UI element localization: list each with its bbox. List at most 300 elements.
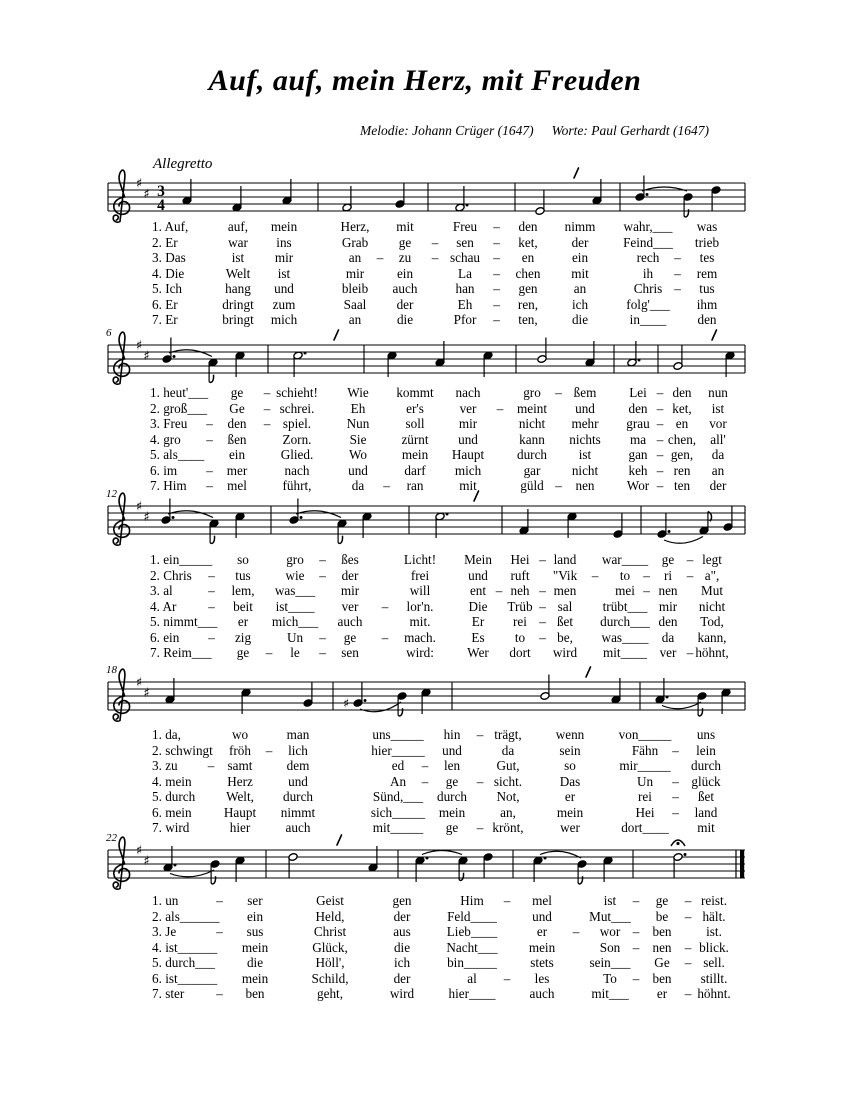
- lyric-hyphen: –: [643, 567, 650, 583]
- lyric-syllable: dringt: [222, 296, 254, 312]
- lyric-syllable: land: [694, 804, 718, 820]
- lyric-syllable: sein___: [589, 955, 631, 970]
- lyric-syllable: ket,: [672, 400, 692, 416]
- lyric-syllable: ge: [343, 629, 357, 645]
- lyric-syllable: 4. Ar: [150, 598, 177, 614]
- lyric-hyphen: –: [672, 742, 679, 758]
- lyric-syllable: Fähn: [631, 742, 659, 758]
- lyric-syllable: auch: [392, 281, 418, 296]
- lyric-syllable: hier____: [448, 986, 496, 1001]
- lyric-syllable: ser: [247, 893, 263, 908]
- lyric-syllable: bringt: [222, 312, 254, 327]
- lyric-syllable: Mut___: [589, 908, 631, 924]
- lyric-syllable: ist.: [706, 924, 722, 939]
- lyric-hyphen: –: [431, 250, 439, 265]
- lyric-syllable: 7. Him: [150, 478, 187, 493]
- lyric-syllable: nen: [652, 939, 672, 955]
- lyric-syllable: Glied.: [280, 447, 314, 462]
- lyric-hyphen: –: [503, 893, 511, 908]
- lyric-syllable: An: [389, 773, 407, 789]
- lyric-syllable: Glück,: [312, 939, 348, 955]
- lyric-syllable: nimmt: [280, 804, 316, 820]
- lyric-syllable: an: [348, 250, 362, 265]
- lyric-syllable: 1. ein_____: [150, 552, 213, 567]
- lyric-syllable: nen: [658, 583, 678, 598]
- lyric-hyphen: –: [216, 924, 223, 939]
- lyric-syllable: wird:: [406, 645, 434, 660]
- lyric-hyphen: –: [493, 234, 500, 250]
- lyric-hyphen: –: [206, 431, 213, 447]
- lyric-syllable: dort____: [621, 820, 669, 835]
- lyric-syllable: mach.: [404, 629, 436, 645]
- lyric-syllable: was: [696, 219, 718, 234]
- lyric-syllable: ist: [711, 400, 725, 416]
- lyric-syllable: ver: [659, 645, 677, 660]
- lyric-syllable: mein: [556, 804, 584, 820]
- lyric-syllable: be: [655, 908, 669, 924]
- lyric-syllable: schrei.: [279, 400, 315, 416]
- lyric-syllable: Feld____: [447, 908, 497, 924]
- lyric-syllable: rei: [513, 614, 527, 629]
- lyric-syllable: wor: [599, 924, 621, 939]
- lyric-syllable: ten: [673, 478, 691, 493]
- lyric-syllable: sen: [341, 645, 359, 660]
- lyric-hyphen: –: [674, 281, 681, 296]
- lyric-hyphen: –: [493, 296, 500, 312]
- lyric-syllable: ed: [391, 758, 405, 773]
- lyric-syllable: und: [458, 431, 478, 447]
- lyric-syllable: Un: [286, 629, 304, 645]
- lyric-syllable: führt,: [282, 478, 312, 493]
- lyric-syllable: der: [709, 478, 727, 493]
- lyric-syllable: der: [393, 970, 411, 986]
- lyric-syllable: rem: [696, 265, 718, 281]
- lyric-hyphen: –: [539, 583, 546, 598]
- lyric-syllable: sen: [456, 234, 474, 250]
- lyric-syllable: ein: [246, 908, 264, 924]
- lyric-syllable: 5. Ich: [152, 281, 183, 296]
- lyric-syllable: mit: [571, 265, 589, 281]
- lyric-hyphen: –: [555, 478, 562, 493]
- lyric-syllable: zig: [234, 629, 252, 645]
- lyric-hyphen: –: [263, 385, 271, 400]
- lyric-syllable: Mut: [701, 583, 723, 598]
- lyric-syllable: folg'___: [626, 296, 670, 312]
- lyric-syllable: ist: [277, 265, 291, 281]
- lyric-syllable: gro: [286, 552, 304, 567]
- lyric-syllable: Wie: [347, 385, 369, 400]
- lyric-syllable: den: [518, 219, 538, 234]
- lyric-syllable: Welt,: [226, 789, 254, 804]
- lyric-syllable: rei: [638, 789, 652, 804]
- lyric-hyphen: –: [656, 447, 664, 462]
- lyric-syllable: Es: [471, 629, 485, 645]
- lyric-syllable: durch___: [600, 614, 650, 629]
- lyric-syllable: Herz,: [340, 219, 370, 234]
- lyric-syllable: 2. als______: [152, 908, 220, 924]
- lyric-hyphen: –: [493, 250, 500, 265]
- lyric-syllable: keh: [628, 462, 648, 478]
- lyric-syllable: mir: [345, 265, 365, 281]
- lyric-hyphen: –: [674, 250, 681, 265]
- lyric-syllable: neh: [510, 583, 530, 598]
- lyric-syllable: ent: [469, 583, 487, 598]
- lyric-syllable: an,: [500, 804, 516, 820]
- lyric-syllable: 3. Je: [152, 924, 177, 939]
- lyric-hyphen: –: [381, 629, 389, 645]
- lyric-hyphen: –: [208, 583, 215, 598]
- lyric-syllable: mir: [458, 416, 478, 431]
- lyric-syllable: was___: [274, 583, 316, 598]
- lyric-syllable: tus: [235, 567, 251, 583]
- lyric-syllable: kann: [519, 431, 545, 447]
- lyric-syllable: ver: [341, 598, 359, 614]
- lyric-hyphen: –: [672, 804, 679, 820]
- lyric-hyphen: –: [493, 219, 500, 234]
- lyric-hyphen: –: [208, 598, 215, 614]
- lyric-syllable: nen: [575, 478, 595, 493]
- lyric-syllable: ge: [445, 773, 459, 789]
- lyric-hyphen: –: [672, 789, 679, 804]
- lyric-syllable: wer: [560, 820, 580, 835]
- lyric-syllable: ßem: [573, 385, 597, 400]
- lyric-syllable: wie: [285, 567, 305, 583]
- lyric-syllable: Die: [468, 598, 488, 614]
- lyric-syllable: mit___: [591, 986, 629, 1001]
- lyric-syllable: zürnt: [401, 431, 429, 447]
- lyric-syllable: sal: [557, 598, 573, 614]
- lyric-syllable: ren,: [517, 296, 539, 312]
- lyric-syllable: wo: [231, 727, 249, 742]
- lyric-syllable: nichts: [569, 431, 601, 447]
- music-system-5: [0, 826, 850, 902]
- lyric-syllable: nicht: [698, 598, 726, 614]
- lyric-hyphen: –: [539, 629, 546, 645]
- lyric-syllable: Un: [636, 773, 654, 789]
- svg-text:♯: ♯: [135, 499, 143, 515]
- lyric-syllable: ßen: [227, 431, 247, 447]
- lyric-syllable: durch: [436, 789, 468, 804]
- lyric-syllable: ge: [230, 385, 244, 400]
- lyric-syllable: er: [237, 614, 249, 629]
- lyric-syllable: legt: [702, 552, 722, 567]
- lyric-syllable: Tod,: [700, 614, 724, 629]
- lyric-syllable: 4. mein: [152, 773, 192, 789]
- lyric-syllable: nicht: [518, 416, 546, 431]
- lyric-hyphen: –: [208, 567, 215, 583]
- melody-credit: Melodie: Johann Crüger (1647): [360, 123, 534, 138]
- lyric-syllable: mir: [340, 583, 360, 598]
- lyric-syllable: was____: [601, 629, 649, 645]
- svg-text:12: 12: [106, 488, 117, 500]
- lyric-syllable: ihm: [696, 296, 718, 312]
- lyric-syllable: ge: [661, 552, 675, 567]
- lyric-hyphen: –: [206, 462, 213, 478]
- lyric-syllable: schau: [449, 250, 481, 265]
- lyric-hyphen: –: [208, 629, 215, 645]
- lyric-syllable: mehr: [571, 416, 599, 431]
- lyric-syllable: mit: [459, 478, 477, 493]
- lyric-syllable: ver: [459, 400, 477, 416]
- lyric-syllable: Wo: [349, 447, 367, 462]
- lyric-syllable: mein: [241, 970, 269, 986]
- lyric-hyphen: –: [206, 416, 213, 431]
- lyric-syllable: lein: [696, 742, 716, 758]
- lyric-syllable: mir: [658, 598, 678, 614]
- lyric-hyphen: –: [207, 758, 215, 773]
- lyric-hyphen: –: [319, 629, 326, 645]
- lyric-syllable: ben: [652, 924, 672, 939]
- lyric-syllable: ßes: [341, 552, 359, 567]
- lyric-syllable: ist: [578, 447, 592, 462]
- lyric-hyphen: –: [632, 939, 640, 955]
- lyric-syllable: gen: [392, 893, 412, 908]
- lyric-syllable: von_____: [618, 727, 672, 742]
- lyric-syllable: "Vik: [552, 567, 578, 583]
- lyric-syllable: auch: [529, 986, 555, 1001]
- svg-text:♯: ♯: [135, 176, 143, 192]
- lyric-syllable: Welt: [225, 265, 251, 281]
- lyric-syllable: die: [396, 312, 414, 327]
- lyric-syllable: ma: [629, 431, 647, 447]
- lyric-syllable: dort: [509, 645, 531, 660]
- svg-text:22: 22: [106, 832, 117, 844]
- lyric-syllable: sein: [559, 742, 581, 758]
- lyric-syllable: Wer: [467, 645, 489, 660]
- lyric-syllable: in____: [629, 312, 667, 327]
- lyric-syllable: spiel.: [282, 416, 312, 431]
- lyric-syllable: stillt.: [700, 970, 728, 986]
- lyric-syllable: der: [571, 234, 589, 250]
- lyric-hyphen: –: [496, 400, 504, 416]
- lyric-hyphen: –: [421, 773, 429, 789]
- lyric-syllable: schieht!: [276, 385, 318, 400]
- lyric-syllable: uns: [696, 727, 716, 742]
- lyric-syllable: bleib: [341, 281, 369, 296]
- lyric-syllable: an: [348, 312, 362, 327]
- lyric-syllable: wenn: [555, 727, 585, 742]
- lyric-syllable: wird: [389, 986, 415, 1001]
- lyric-hyphen: –: [493, 312, 500, 327]
- lyric-syllable: be,: [557, 629, 573, 645]
- lyric-syllable: en: [675, 416, 689, 431]
- lyric-syllable: zu: [398, 250, 412, 265]
- lyric-hyphen: –: [539, 614, 546, 629]
- lyric-syllable: er: [656, 986, 668, 1001]
- lyric-syllable: 2. groß___: [150, 400, 208, 416]
- lyric-syllable: mei: [615, 583, 635, 598]
- lyric-syllable: Haupt: [223, 804, 257, 820]
- lyric-syllable: er: [564, 789, 576, 804]
- lyric-syllable: to: [619, 567, 631, 583]
- lyric-syllable: en: [521, 250, 535, 265]
- lyric-syllable: kommt: [396, 385, 434, 400]
- lyric-syllable: und: [288, 773, 308, 789]
- lyric-syllable: mein: [270, 219, 298, 234]
- lyric-syllable: Herz: [227, 773, 253, 789]
- lyric-syllable: mein: [401, 447, 429, 462]
- music-system-1: [0, 159, 850, 235]
- lyric-syllable: men: [553, 583, 577, 598]
- svg-text:3: 3: [157, 183, 165, 201]
- lyric-syllable: les: [534, 970, 550, 986]
- lyric-syllable: der: [396, 296, 414, 312]
- lyric-syllable: all': [710, 431, 726, 447]
- lyric-syllable: Ge: [229, 400, 245, 416]
- words-credit: Worte: Paul Gerhardt (1647): [551, 123, 709, 138]
- lyric-syllable: 5. nimmt___: [150, 614, 218, 629]
- lyric-syllable: La: [458, 265, 472, 281]
- lyric-syllable: ge: [236, 645, 250, 660]
- lyric-syllable: mir: [274, 250, 294, 265]
- svg-text:6: 6: [106, 327, 112, 339]
- lyric-syllable: der: [393, 908, 411, 924]
- lyric-syllable: gan: [628, 447, 648, 462]
- lyric-hyphen: –: [656, 416, 664, 431]
- lyric-syllable: Trüb: [507, 598, 533, 614]
- lyric-syllable: den: [227, 416, 247, 431]
- lyric-syllable: fröh: [229, 742, 251, 758]
- lyric-syllable: 1. Auf,: [152, 219, 189, 234]
- lyric-syllable: gen,: [670, 447, 694, 462]
- lyric-syllable: ein: [228, 447, 246, 462]
- lyric-syllable: mein: [438, 804, 466, 820]
- lyric-syllable: mel: [532, 893, 552, 908]
- lyric-syllable: Schild,: [311, 970, 349, 986]
- lyric-hyphen: –: [476, 820, 484, 835]
- lyric-syllable: und: [442, 742, 462, 758]
- lyric-syllable: reist.: [700, 893, 728, 908]
- lyric-syllable: 2. Er: [152, 234, 178, 250]
- lyric-syllable: ben: [652, 970, 672, 986]
- lyric-syllable: war: [228, 234, 248, 250]
- lyric-syllable: ge: [398, 234, 412, 250]
- lyric-syllable: wahr,___: [623, 219, 673, 234]
- svg-text:♯: ♯: [143, 348, 150, 364]
- lyric-syllable: nach: [284, 462, 310, 478]
- lyric-syllable: güld: [520, 478, 544, 493]
- lyric-syllable: samt: [227, 758, 253, 773]
- lyric-syllable: lich: [288, 742, 308, 758]
- lyric-syllable: ge: [655, 893, 669, 908]
- lyric-syllable: 6. Er: [152, 296, 178, 312]
- lyric-syllable: und: [468, 567, 488, 583]
- lyric-syllable: Feind___: [623, 234, 673, 250]
- lyric-syllable: da: [661, 629, 675, 645]
- lyric-syllable: Hei: [510, 552, 530, 567]
- lyric-syllable: mich: [270, 312, 298, 327]
- lyric-syllable: mit____: [603, 645, 647, 660]
- lyric-syllable: han: [455, 281, 475, 296]
- lyric-syllable: ben: [245, 986, 265, 1001]
- lyric-syllable: höhnt,: [695, 645, 729, 660]
- lyric-syllable: und: [575, 400, 595, 416]
- lyric-syllable: Christ: [313, 924, 347, 939]
- lyric-hyphen: –: [319, 552, 326, 567]
- lyric-syllable: Chris: [633, 281, 663, 296]
- lyric-syllable: der: [341, 567, 359, 583]
- lyric-syllable: 7. Er: [152, 312, 178, 327]
- lyric-syllable: Das: [559, 773, 581, 789]
- lyric-syllable: durch: [516, 447, 548, 462]
- lyric-syllable: hier: [229, 820, 251, 835]
- lyric-syllable: trübt___: [602, 598, 648, 614]
- lyric-syllable: Him: [460, 893, 484, 908]
- lyric-syllable: lem,: [231, 583, 255, 598]
- lyric-hyphen: –: [493, 281, 500, 296]
- lyric-syllable: a",: [704, 567, 720, 583]
- svg-text:♯: ♯: [143, 685, 150, 701]
- lyric-syllable: ri: [663, 567, 673, 583]
- lyric-hyphen: –: [684, 955, 692, 970]
- lyric-syllable: die: [393, 939, 411, 955]
- lyric-hyphen: –: [476, 727, 484, 742]
- lyric-syllable: 7. wird: [152, 820, 190, 835]
- lyric-syllable: nach: [455, 385, 481, 400]
- lyric-syllable: auch: [337, 614, 363, 629]
- lyric-syllable: sus: [246, 924, 264, 939]
- lyric-syllable: er's: [406, 400, 424, 416]
- lyric-hyphen: –: [383, 478, 390, 493]
- lyric-syllable: lor'n.: [406, 598, 434, 614]
- lyric-syllable: trägt,: [494, 727, 522, 742]
- lyric-syllable: hier_____: [371, 742, 425, 758]
- lyric-syllable: und: [274, 281, 294, 296]
- music-system-3: [0, 482, 850, 558]
- lyric-syllable: tus: [699, 281, 715, 296]
- lyric-syllable: zum: [272, 296, 296, 312]
- lyric-syllable: Ge: [654, 955, 670, 970]
- lyric-hyphen: –: [656, 478, 664, 493]
- lyric-syllable: Held,: [315, 908, 345, 924]
- lyric-syllable: da: [351, 478, 365, 493]
- lyric-syllable: bin_____: [447, 955, 497, 970]
- lyric-syllable: blick.: [699, 939, 729, 955]
- lyric-syllable: 4. ist______: [152, 939, 218, 955]
- lyric-syllable: Grab: [341, 234, 369, 250]
- lyric-syllable: ren: [673, 462, 691, 478]
- lyric-hyphen: –: [539, 552, 546, 567]
- lyric-syllable: 1. da,: [152, 727, 181, 742]
- lyric-hyphen: –: [476, 773, 484, 789]
- lyric-syllable: chen: [515, 265, 541, 281]
- lyric-syllable: aus: [393, 924, 411, 939]
- lyric-hyphen: –: [206, 478, 213, 493]
- lyric-syllable: 5. als____: [150, 447, 205, 462]
- lyric-syllable: Pfor: [453, 312, 477, 327]
- lyric-syllable: al: [467, 970, 477, 986]
- lyric-hyphen: –: [684, 986, 692, 1001]
- lyric-syllable: meint: [516, 400, 548, 416]
- lyric-hyphen: –: [216, 986, 223, 1001]
- lyric-syllable: will: [409, 583, 431, 598]
- lyric-syllable: Son: [599, 939, 621, 955]
- lyric-hyphen: –: [686, 567, 694, 583]
- lyric-syllable: 2. schwingt: [152, 742, 213, 758]
- svg-text:18: 18: [106, 664, 117, 676]
- lyric-syllable: nun: [708, 385, 728, 400]
- lyric-syllable: ket,: [518, 234, 538, 250]
- lyric-syllable: Wor: [626, 478, 650, 493]
- lyric-syllable: 5. durch___: [152, 955, 215, 970]
- lyric-syllable: 4. gro: [150, 431, 181, 447]
- lyric-hyphen: –: [684, 908, 692, 924]
- lyric-syllable: mel: [227, 478, 247, 493]
- lyric-syllable: 6. im: [150, 462, 178, 478]
- lyric-syllable: hin: [443, 727, 461, 742]
- page-title: Auf, auf, mein Herz, mit Freuden: [208, 64, 642, 97]
- lyric-hyphen: –: [421, 758, 429, 773]
